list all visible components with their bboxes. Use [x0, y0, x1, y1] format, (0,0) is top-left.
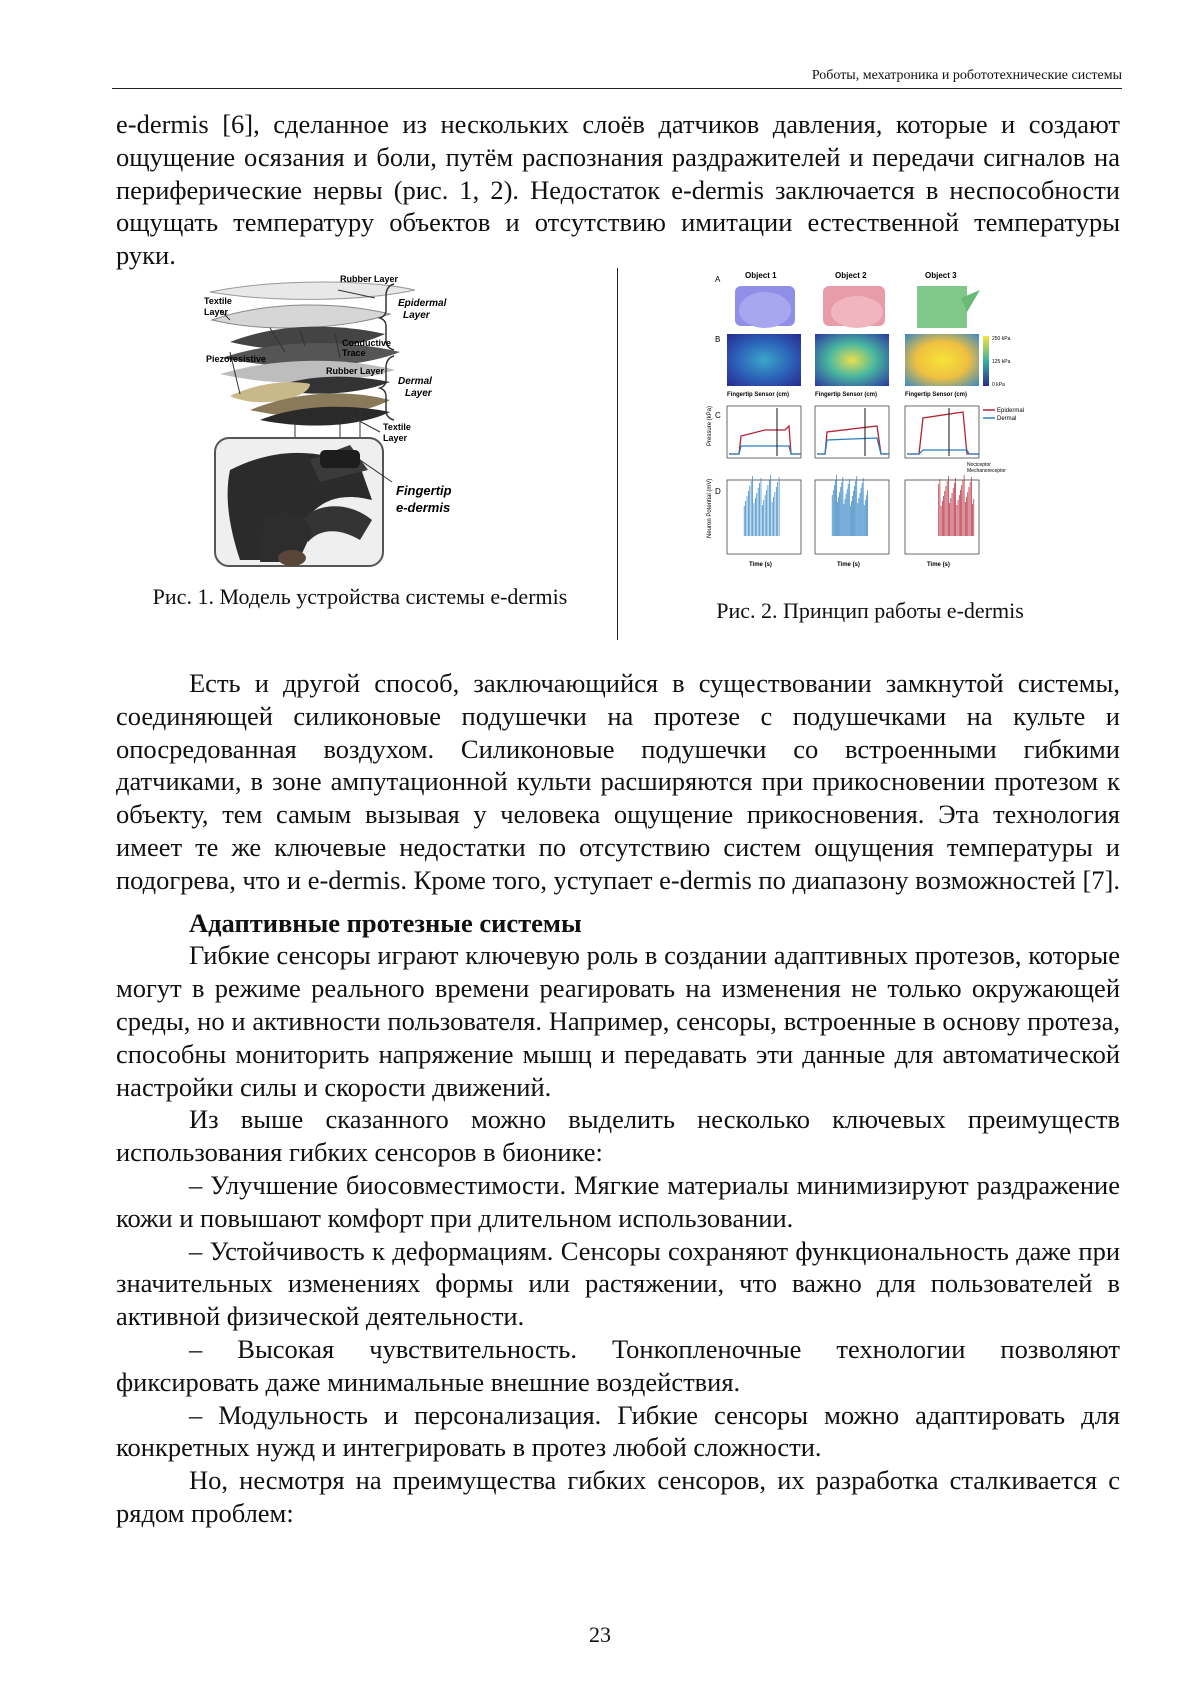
running-header: Роботы, мехатроника и робототехнические системы	[112, 68, 1122, 84]
label-fingertip: Fingertip	[396, 483, 452, 498]
heatmap-colorbar	[983, 336, 989, 386]
time-label-3: Time (s)	[927, 562, 950, 568]
list-item-sensitivity: – Высокая чувствительность. Тонкопленочные технологии позволяют фиксировать даже минимальные внешние воздействия.	[116, 1333, 1120, 1399]
label-edermis: e-dermis	[396, 500, 450, 515]
paragraph-closed-system: Есть и другой способ, заключающийся в существовании замкнутой системы, соединяющей силиконовые подушечки на протезе с подушечками на культе и опосредованная воздухом. Силиконовые подушечки со встроенными гибкими датчиками, в зоне ампутационной культи расширяются при прикосновении протезом к объекту, тем самым вызывая у человека ощущение прикосновения. Эта технология имеет те же ключевые недостатки по отсутствию систем ощущения температуры и подогрева, что и e-dermis. Кроме того, уступает e-dermis по диапазону возможностей [7].	[116, 667, 1120, 897]
label-textile-bottom-2: Layer	[383, 433, 408, 443]
figure-divider	[617, 268, 618, 640]
panel-b-label: B	[715, 335, 720, 344]
label-rubber-mid: Rubber Layer	[326, 366, 385, 376]
main-text	[116, 667, 1120, 1530]
paragraph-problems: Но, несмотря на преимущества гибких сенсоров, их разработка сталкивается с рядом проблем:	[116, 1464, 1120, 1530]
pressure-axis-label: Pressure (kPa)	[707, 406, 713, 446]
label-rubber-top: Rubber Layer	[340, 274, 399, 284]
label-trace: Trace	[342, 348, 366, 358]
figure-2-image	[705, 268, 1045, 576]
panel-c-label: C	[715, 411, 721, 420]
dermal-trace-3	[907, 450, 979, 454]
legend-mechanoreceptor: Mechanoreceptor	[967, 468, 1006, 474]
legend-nociceptor: Nociceptor	[967, 462, 991, 468]
colorbar-mid: 125 kPa	[992, 359, 1011, 365]
label-conductive: Conductive	[342, 338, 391, 348]
object-3-title: Object 3	[925, 271, 957, 280]
dermal-trace-2	[817, 438, 889, 454]
intro-paragraph	[116, 108, 1120, 272]
label-dermal: Dermal	[398, 376, 432, 387]
epidermal-trace-3	[907, 412, 979, 454]
page-number: 23	[0, 1622, 1200, 1648]
label-piezoresistive: Piezoresistive	[206, 354, 266, 364]
section-heading: Адаптивные протезные системы	[116, 907, 1120, 940]
panel-d-label: D	[715, 487, 721, 496]
neuron-axis-label: Neuron Potential (mV)	[707, 479, 713, 538]
paragraph-advantages-intro: Из выше сказанного можно выделить несколько ключевых преимуществ использования гибких сенсоров в бионике:	[116, 1103, 1120, 1169]
object-3-shape	[917, 286, 967, 328]
figure-1-image	[200, 270, 570, 570]
figure-2-caption: Рис. 2. Принцип работы e-dermis	[665, 597, 1075, 625]
time-label-2: Time (s)	[837, 562, 860, 568]
header-rule	[112, 88, 1122, 89]
label-textile-2: Layer	[204, 307, 229, 317]
object-1-title: Object 1	[745, 271, 777, 280]
label-textile: Textile	[204, 296, 232, 306]
colorbar-min: 0 kPa	[992, 382, 1005, 388]
label-epidermal: Epidermal	[398, 298, 447, 309]
list-item-biocompatibility: – Улучшение биосовместимости. Мягкие материалы минимизируют раздражение кожи и повышают комфорт при длительном использовании.	[116, 1169, 1120, 1235]
legend-dermal: Dermal	[997, 416, 1016, 422]
label-dermal-2: Layer	[405, 388, 433, 399]
heatmap-3-xlabel: Fingertip Sensor (cm)	[905, 392, 967, 398]
list-item-modularity: – Модульность и персонализация. Гибкие сенсоры можно адаптировать для конкретных нужд и интегрировать в протез любой сложности.	[116, 1399, 1120, 1465]
heatmap-object-1	[727, 334, 801, 386]
heatmap-object-3	[905, 334, 979, 386]
figure-1-caption: Рис. 1. Модель устройства системы e-dermis	[130, 583, 590, 611]
label-textile-bottom: Textile	[383, 422, 411, 432]
colorbar-max: 250 kPa	[992, 336, 1011, 342]
label-epidermal-2: Layer	[403, 310, 431, 321]
panel-a-label: A	[715, 275, 721, 284]
object-2-title: Object 2	[835, 271, 867, 280]
legend-epidermal: Epidermal	[997, 408, 1024, 414]
neuron-spike-trains	[744, 475, 974, 536]
list-item-deformation: – Устойчивость к деформациям. Сенсоры сохраняют функциональность даже при значительных изменениях формы или растяжении, что важно для пользователей в активной физической деятельности.	[116, 1235, 1120, 1333]
time-label-1: Time (s)	[749, 562, 772, 568]
heatmap-object-2	[815, 334, 889, 386]
heatmap-2-xlabel: Fingertip Sensor (cm)	[815, 392, 877, 398]
paragraph-adaptive: Гибкие сенсоры играют ключевую роль в создании адаптивных протезов, которые могут в режиме реального времени реагировать на изменения не только окружающей среды, но и активности пользователя. Например, сенсоры, встроенные в основу протеза, способны мониторить напряжение мышц и передавать эти данные для автоматической настройки силы и скорости движений.	[116, 939, 1120, 1103]
paragraph-text: e-dermis [6], сделанное из нескольких слоёв датчиков давления, которые и создают ощущение осязания и боли, путём распознания раздражителей и передачи сигналов на периферические нервы (рис. 1, 2). Недостаток e-dermis заключается в неспособности ощущать температуру объектов и отсутствию имитации естественной температуры руки.	[116, 108, 1120, 272]
heatmap-1-xlabel: Fingertip Sensor (cm)	[727, 392, 789, 398]
